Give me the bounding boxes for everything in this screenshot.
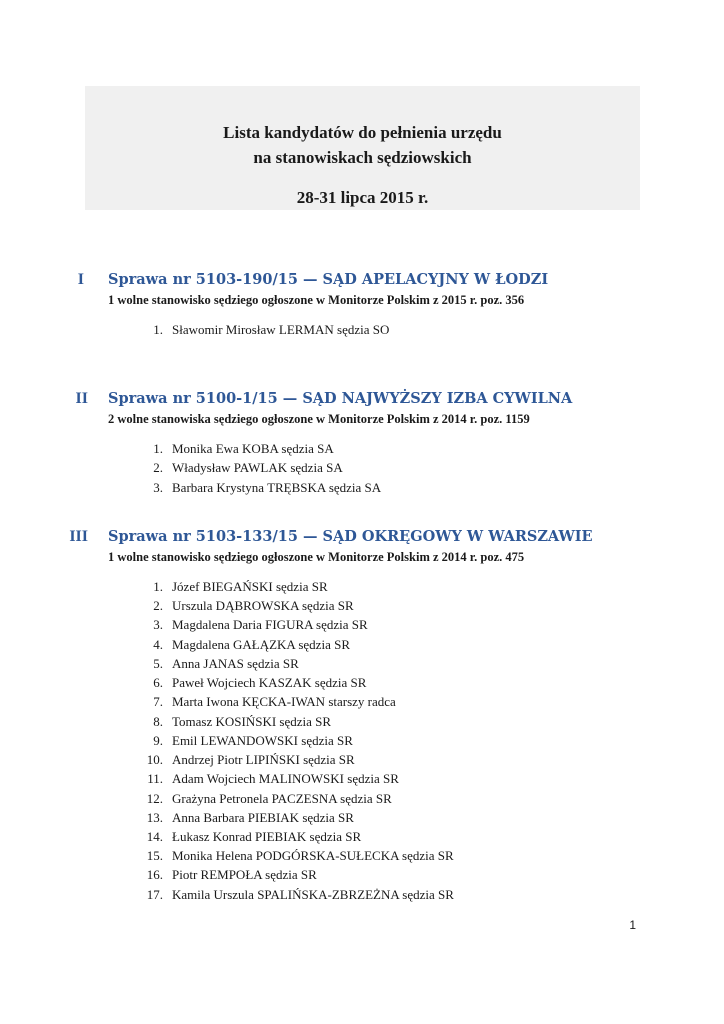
list-item-number: 6.	[153, 675, 163, 690]
list-item-number: 3.	[153, 617, 163, 632]
list-item-number: 14.	[146, 829, 163, 844]
candidate-name: Grażyna Petronela PACZESNA sędzia SR	[172, 791, 392, 806]
list-item	[0, 694, 724, 713]
list-item	[0, 579, 724, 598]
section-posting: 1 wolne stanowisko sędziego ogłoszone w Monitorze Polskim z 2015 r. poz. 356	[108, 293, 525, 307]
list-item-number: 10.	[146, 752, 163, 767]
list-item	[0, 810, 724, 829]
section-title: Sprawa nr 5100-1/15 — SĄD NAJWYŻSZY IZBA CYWILNA	[108, 390, 573, 407]
list-item-number: 1.	[153, 322, 163, 337]
list-item-number: 16.	[146, 867, 163, 882]
list-item	[0, 829, 724, 848]
candidate-name: Tomasz KOSIŃSKI sędzia SR	[172, 714, 332, 729]
list-item	[0, 867, 724, 886]
list-item-number: 3.	[153, 480, 163, 495]
candidate-name: Urszula DĄBROWSKA sędzia SR	[172, 598, 354, 613]
list-item	[0, 322, 724, 341]
list-item-number: 12.	[146, 791, 163, 806]
section-roman: II	[75, 390, 88, 407]
candidate-name: Sławomir Mirosław LERMAN sędzia SO	[172, 322, 390, 337]
list-item-number: 11.	[147, 771, 163, 786]
list-item-number: 9.	[153, 733, 163, 748]
list-item-number: 17.	[146, 887, 163, 902]
list-item	[0, 791, 724, 810]
candidate-name: Monika Ewa KOBA sędzia SA	[172, 441, 334, 456]
list-item-number: 2.	[153, 598, 163, 613]
list-item-number: 1.	[153, 441, 163, 456]
candidate-name: Barbara Krystyna TRĘBSKA sędzia SA	[172, 480, 382, 495]
candidate-name: Andrzej Piotr LIPIŃSKI sędzia SR	[172, 752, 355, 767]
candidate-name: Emil LEWANDOWSKI sędzia SR	[172, 733, 353, 748]
list-item	[0, 752, 724, 771]
section-heading	[0, 390, 724, 412]
section-roman: III	[69, 528, 88, 545]
candidate-name: Paweł Wojciech KASZAK sędzia SR	[172, 675, 367, 690]
list-item	[0, 617, 724, 636]
list-item	[0, 598, 724, 617]
candidate-name: Anna Barbara PIEBIAK sędzia SR	[172, 810, 354, 825]
page-number: 1	[629, 918, 636, 932]
section-title: Sprawa nr 5103-133/15 — SĄD OKRĘGOWY W WARSZAWIE	[108, 528, 593, 545]
list-item	[0, 460, 724, 479]
candidate-name: Magdalena Daria FIGURA sędzia SR	[172, 617, 368, 632]
list-item-number: 5.	[153, 656, 163, 671]
list-item	[0, 887, 724, 906]
candidate-name: Władysław PAWLAK sędzia SA	[172, 460, 343, 475]
candidate-name: Józef BIEGAŃSKI sędzia SR	[172, 579, 328, 594]
candidate-name: Monika Helena PODGÓRSKA-SUŁECKA sędzia SR	[172, 848, 454, 863]
section-heading	[0, 528, 724, 550]
list-item	[0, 733, 724, 752]
candidate-name: Marta Iwona KĘCKA-IWAN starszy radca	[172, 694, 396, 709]
header-title-line2: na stanowiskach sędziowskich	[253, 148, 472, 167]
candidate-name: Kamila Urszula SPALIŃSKA-ZBRZEŻNA sędzia SR	[172, 887, 454, 902]
candidate-name: Magdalena GAŁĄZKA sędzia SR	[172, 637, 350, 652]
list-item-number: 4.	[153, 637, 163, 652]
candidate-name: Anna JANAS sędzia SR	[172, 656, 299, 671]
list-item	[0, 656, 724, 675]
list-item-number: 13.	[146, 810, 163, 825]
list-item-number: 8.	[153, 714, 163, 729]
list-item	[0, 848, 724, 867]
section-posting: 1 wolne stanowisko sędziego ogłoszone w Monitorze Polskim z 2014 r. poz. 475	[108, 550, 525, 564]
list-item	[0, 771, 724, 790]
list-item-number: 2.	[153, 460, 163, 475]
candidate-name: Piotr REMPOŁA sędzia SR	[172, 867, 317, 882]
header-date: 28-31 lipca 2015 r.	[296, 188, 429, 207]
list-item	[0, 714, 724, 733]
list-item	[0, 480, 724, 499]
candidate-name: Adam Wojciech MALINOWSKI sędzia SR	[172, 771, 399, 786]
section-roman: I	[77, 271, 84, 288]
candidate-name: Łukasz Konrad PIEBIAK sędzia SR	[172, 829, 362, 844]
document-header	[85, 86, 640, 210]
list-item	[0, 675, 724, 694]
list-item	[0, 441, 724, 460]
list-item-number: 1.	[153, 579, 163, 594]
list-item-number: 15.	[146, 848, 163, 863]
list-item-number: 7.	[153, 694, 163, 709]
section-posting: 2 wolne stanowiska sędziego ogłoszone w Monitorze Polskim z 2014 r. poz. 1159	[108, 412, 530, 426]
header-title-line1: Lista kandydatów do pełnienia urzędu	[223, 123, 502, 142]
section-heading	[0, 271, 724, 293]
list-item	[0, 637, 724, 656]
section-title: Sprawa nr 5103-190/15 — SĄD APELACYJNY W ŁODZI	[108, 271, 549, 288]
